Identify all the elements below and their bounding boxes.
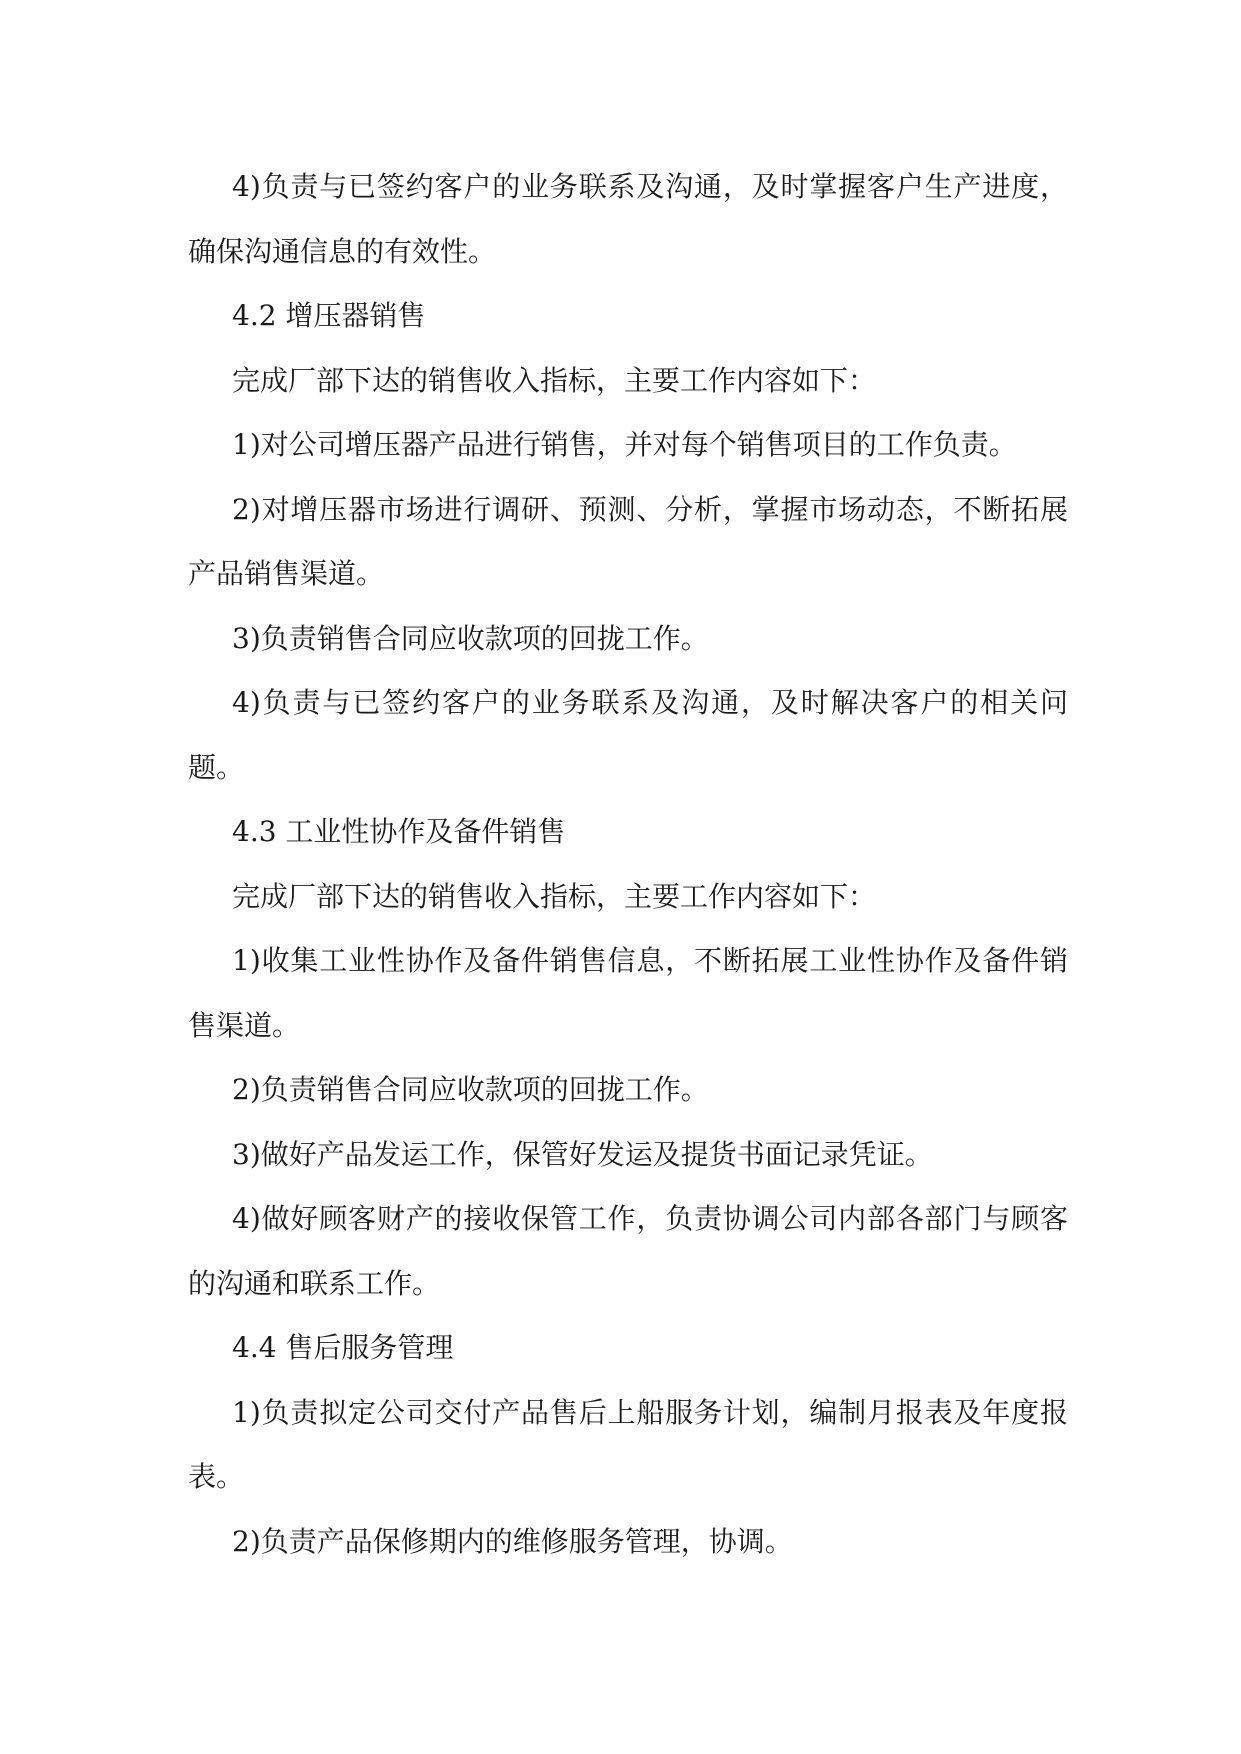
paragraph: 1)对公司增压器产品进行销售，并对每个销售项目的工作负责。	[232, 428, 1017, 461]
section-heading-4-4: 4.4 售后服务管理	[232, 1331, 454, 1364]
paragraph: 完成厂部下达的销售收入指标，主要工作内容如下：	[232, 879, 877, 913]
paragraph: 2)负责销售合同应收款项的回拢工作。	[232, 1073, 709, 1106]
section-heading-4-3: 4.3 工业性协作及备件销售	[232, 815, 566, 848]
document-body	[188, 155, 1068, 1574]
paragraph: 4)负责与已签约客户的业务联系及沟通，及时掌握客户生产进度，确保沟通信息的有效性。	[188, 170, 1068, 268]
paragraph: 2)负责产品保修期内的维修服务管理，协调。	[232, 1524, 793, 1558]
paragraph: 1)收集工业性协作及备件销售信息，不断拓展工业性协作及备件销售渠道。	[188, 944, 1068, 1042]
paragraph: 3)负责销售合同应收款项的回拢工作。	[232, 621, 709, 655]
section-heading-4-2: 4.2 增压器销售	[232, 299, 426, 332]
paragraph: 4)负责与已签约客户的业务联系及沟通，及时解决客户的相关问题。	[188, 686, 1068, 784]
paragraph: 完成厂部下达的销售收入指标，主要工作内容如下：	[232, 363, 877, 397]
paragraph: 3)做好产品发运工作，保管好发运及提货书面记录凭证。	[232, 1137, 933, 1171]
paragraph: 4)做好顾客财产的接收保管工作，负责协调公司内部各部门与顾客的沟通和联系工作。	[188, 1202, 1068, 1300]
paragraph: 2)对增压器市场进行调研、预测、分析，掌握市场动态，不断拓展产品销售渠道。	[188, 492, 1068, 590]
paragraph: 1)负责拟定公司交付产品售后上船服务计划，编制月报表及年度报表。	[188, 1395, 1068, 1493]
